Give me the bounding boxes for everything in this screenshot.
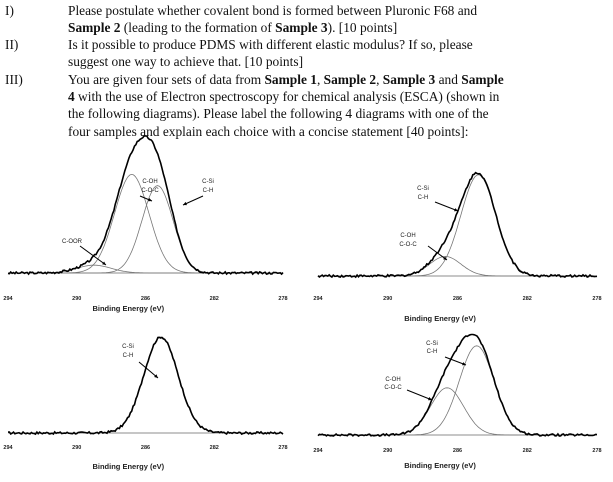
text-segment: ,: [316, 72, 324, 87]
peak-annotation: C-H: [122, 353, 134, 359]
peak-annotation: C-Si: [202, 179, 214, 185]
x-tick-label: 290: [383, 448, 393, 454]
text-segment: with the use of Electron spectroscopy for chemical analysis (ESCA) (shown in: [74, 89, 500, 105]
text-segment: Sample 3: [382, 72, 436, 87]
text-segment: Sample 2: [68, 20, 121, 36]
component-peak: [8, 337, 281, 433]
x-tick-label: 286: [452, 296, 463, 302]
x-tick-label: 294: [3, 445, 13, 451]
x-tick-label: 286: [140, 296, 151, 302]
peak-annotation: C-OH: [385, 377, 401, 383]
esca-chart-1: [3, 136, 287, 313]
peak-annotation: C-H: [202, 188, 214, 194]
text-segment: four samples and explain each choice with a concise statement [40 points]:: [68, 123, 469, 139]
x-tick-label: 282: [522, 296, 532, 302]
x-tick-label: 278: [592, 448, 602, 454]
peak-annotation: C-O-C: [399, 242, 417, 248]
spectrum-envelope: [8, 136, 283, 274]
peak-annotation: C-OH: [400, 233, 416, 239]
x-tick-label: 290: [72, 296, 82, 302]
x-axis-label: Binding Energy (eV): [92, 304, 165, 313]
x-tick-label: 286: [140, 445, 151, 451]
text-segment: Please postulate whether covalent bond is formed between Pluronic F68 and: [68, 3, 478, 18]
text-segment: and: [435, 72, 462, 87]
peak-annotation: C-Si: [426, 341, 438, 347]
text-segment: Is it possible to produce PDMS with different elastic modulus? If so, please: [68, 37, 473, 52]
text-segment: You are given four sets of data from: [68, 72, 265, 87]
x-tick-label: 278: [278, 296, 288, 302]
x-axis-label: Binding Energy (eV): [404, 314, 476, 323]
x-tick-label: 294: [3, 296, 13, 302]
esca-chart-3: [3, 337, 287, 471]
annotation-arrow: [407, 390, 432, 400]
spectrum-envelope: [8, 337, 283, 434]
x-axis-label: Binding Energy (eV): [92, 462, 165, 471]
text-segment: Sample 3: [275, 20, 328, 36]
text-segment: 4: [68, 89, 75, 105]
component-peak: [318, 388, 595, 435]
x-tick-label: 294: [313, 296, 323, 302]
x-tick-label: 282: [209, 296, 219, 302]
x-axis-label: Binding Energy (eV): [404, 461, 476, 470]
peak-annotation: C-Si: [122, 344, 134, 350]
annotation-arrow: [80, 246, 106, 265]
x-tick-label: 282: [209, 445, 219, 451]
x-tick-label: 294: [313, 448, 323, 454]
text-segment: (leading to the formation of: [120, 20, 276, 36]
text-segment: Sample: [461, 72, 504, 87]
text-segment: ,: [376, 72, 383, 87]
text-segment: Sample 1: [264, 72, 317, 87]
esca-chart-2: [313, 173, 601, 323]
text-segment: suggest one way to achieve that. [10 points]: [68, 54, 304, 70]
question-number: III): [5, 72, 23, 87]
peak-annotation: C-OOR: [62, 239, 82, 245]
peak-annotation: C-O-C: [141, 188, 159, 194]
component-peak: [318, 256, 595, 276]
x-tick-label: 282: [522, 448, 532, 454]
x-tick-label: 286: [452, 448, 463, 454]
text-segment: Sample 2: [323, 72, 377, 87]
peak-annotation: C-H: [417, 195, 429, 201]
question-number: I): [5, 3, 14, 18]
text-segment: the following diagrams). Please label the following 4 diagrams with one of the: [68, 106, 489, 122]
component-peak: [318, 346, 595, 435]
peak-annotation: C-O-C: [384, 385, 402, 391]
x-tick-label: 290: [383, 296, 393, 302]
x-tick-label: 278: [278, 445, 288, 451]
esca-chart-4: [313, 335, 601, 471]
peak-annotation: C-OH: [142, 179, 158, 185]
peak-annotation: C-H: [426, 349, 438, 355]
annotation-arrow: [139, 362, 158, 378]
peak-annotation: C-Si: [417, 186, 429, 192]
question-number: II): [5, 37, 19, 52]
text-segment: ). [10 points]: [327, 20, 398, 36]
x-tick-label: 278: [592, 296, 602, 302]
annotation-arrow: [435, 202, 458, 211]
x-tick-label: 290: [72, 445, 82, 451]
